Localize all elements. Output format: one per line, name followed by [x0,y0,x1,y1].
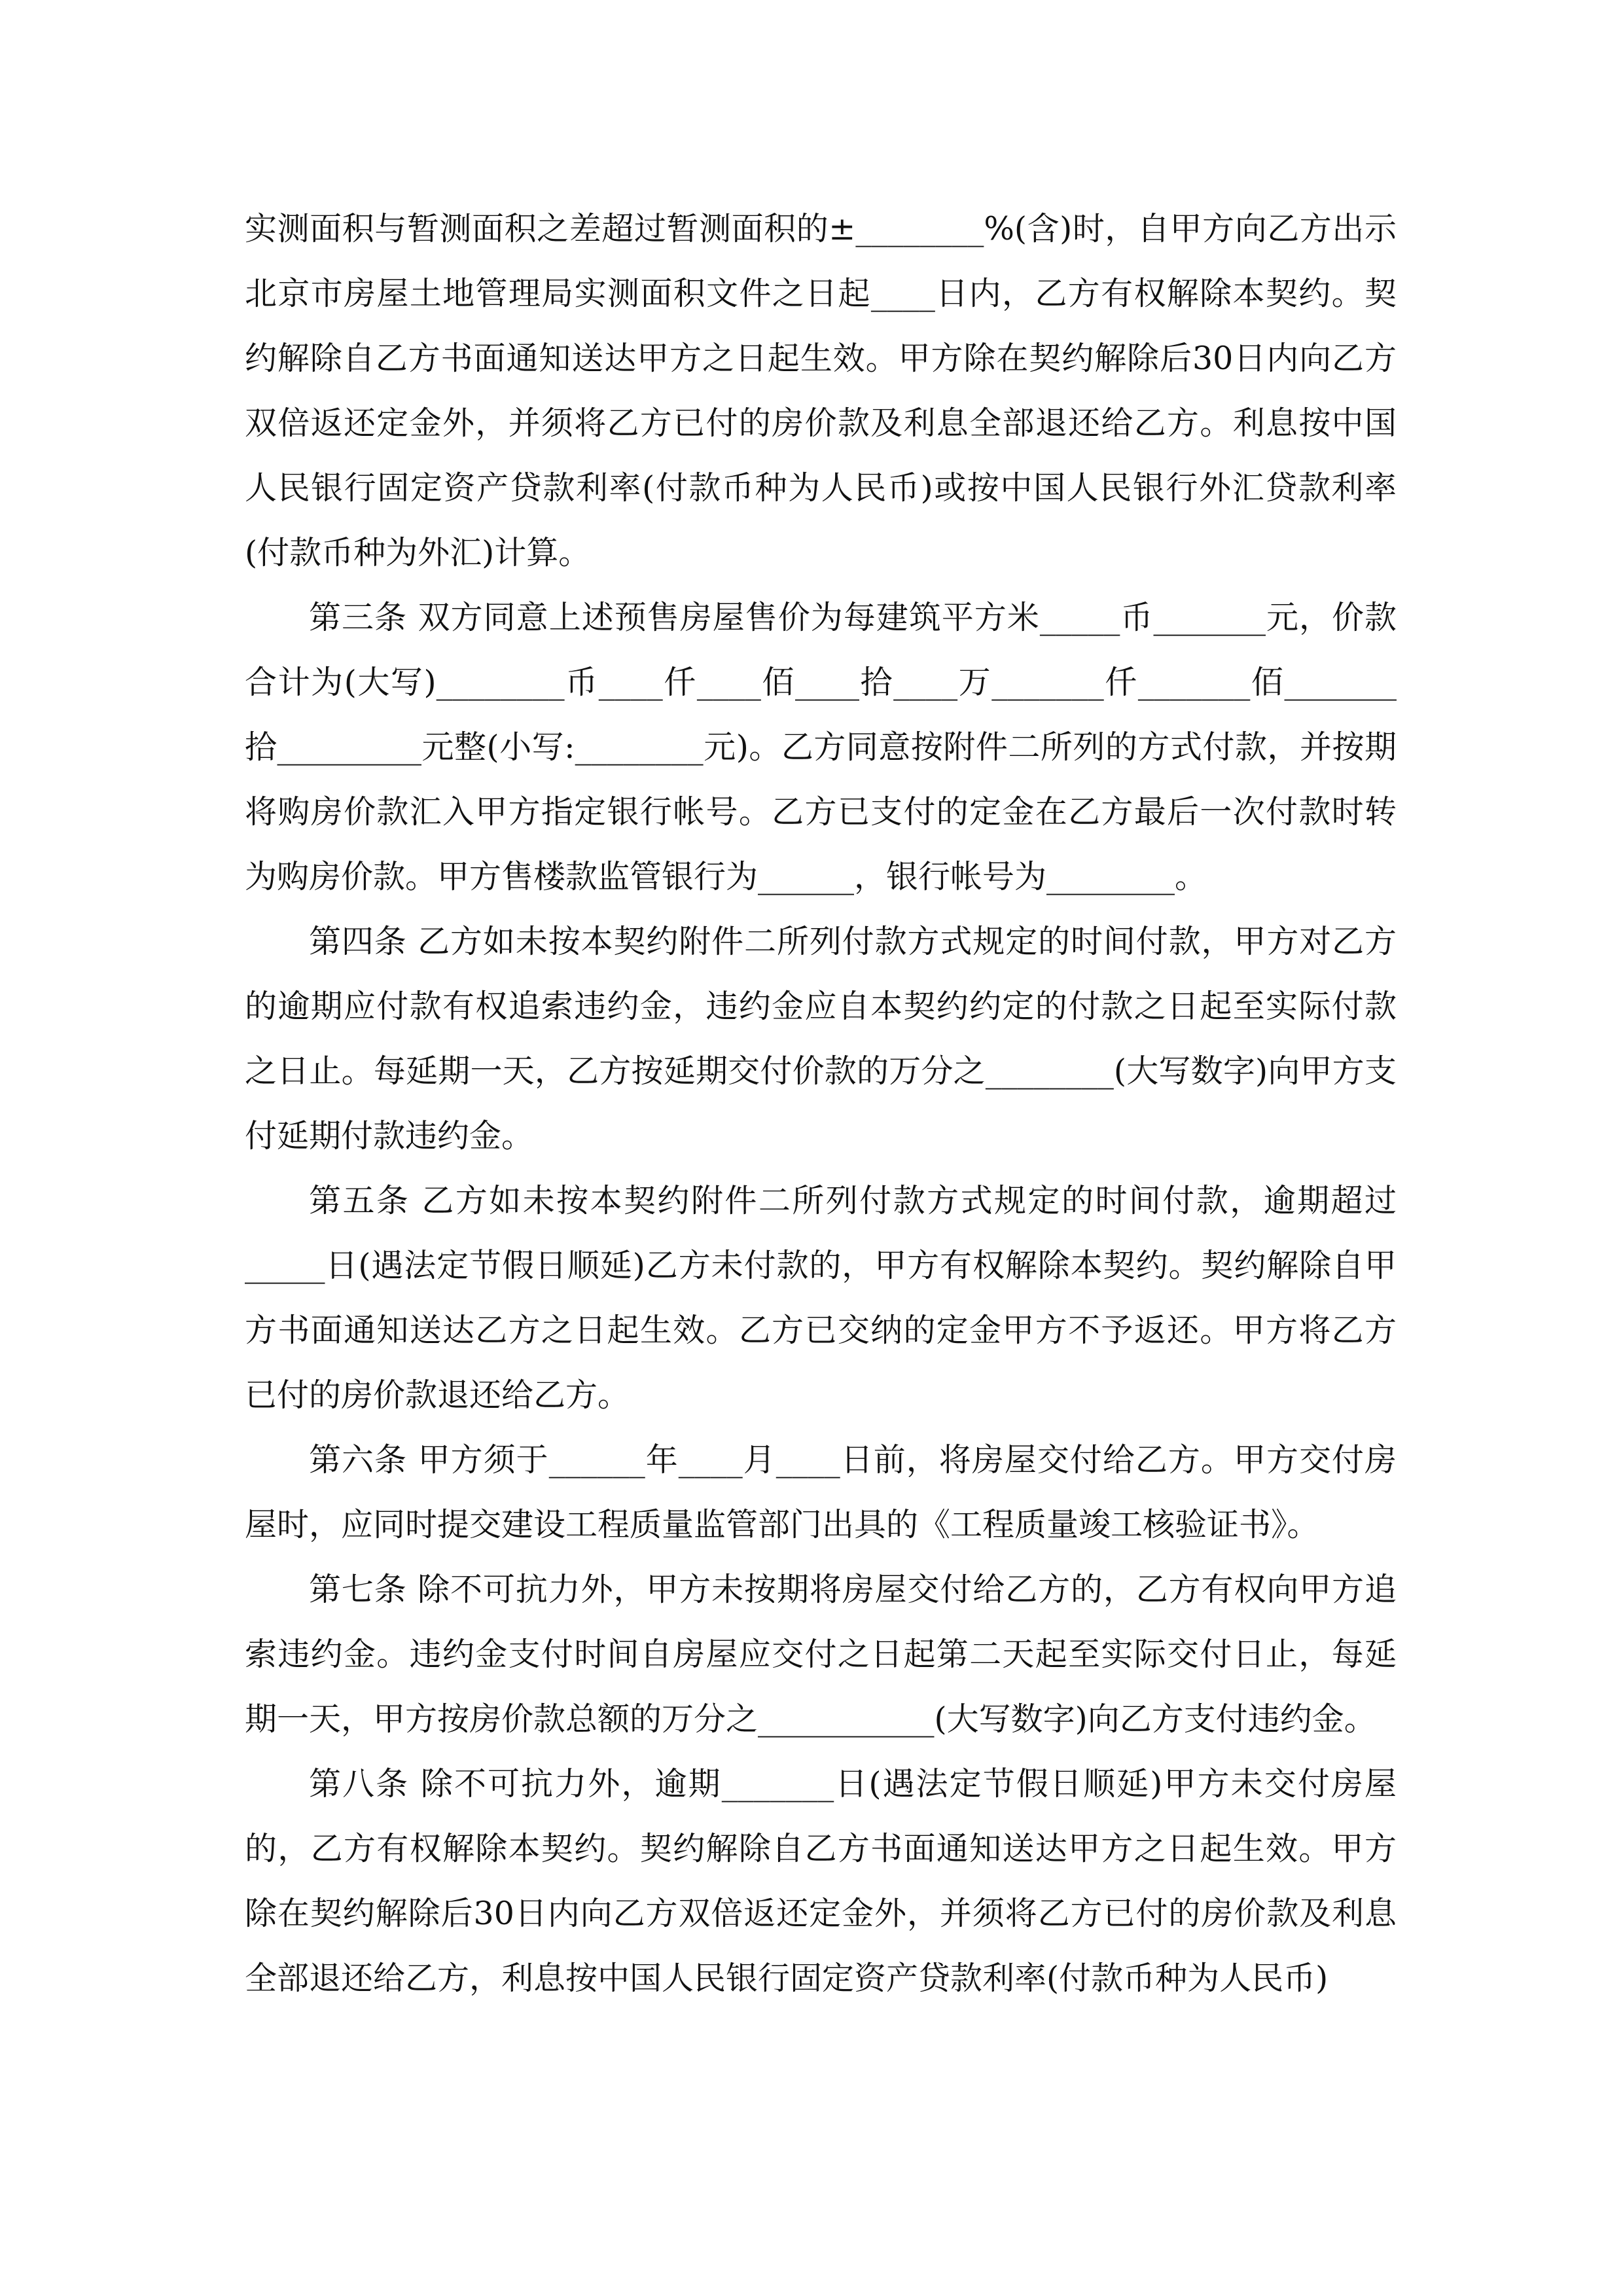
document-body [245,196,1397,2011]
paragraph-article-6: 第六条 甲方须于______年____月____日前，将房屋交付给乙方。甲方交付房屋时，应同时提交建设工程质量监管部门出具的《工程质量竣工核验证书》。 [245,1441,1397,1543]
paragraph-article-3: 第三条 双方同意上述预售房屋售价为每建筑平方米_____币_______元，价款合计为(大写)________币____仟____佰____拾____万_______仟_______佰_______拾_________元整(小写:________元)。乙方同意按附件二所列的方式付款，并按期将购房价款汇入甲方指定银行帐号。乙方已支付的定金在乙方最后一次付款时转为购房价款。甲方售楼款监管银行为______，银行帐号为________。 [245,599,1397,895]
paragraph-article-4: 第四条 乙方如未按本契约附件二所列付款方式规定的时间付款，甲方对乙方的逾期应付款有权追索违约金，违约金应自本契约约定的付款之日起至实际付款之日止。每延期一天，乙方按延期交付价款的万分之________(大写数字)向甲方支付延期付款违约金。 [245,923,1397,1155]
paragraph-article-5: 第五条 乙方如未按本契约附件二所列付款方式规定的时间付款，逾期超过_____日(遇法定节假日顺延)乙方未付款的，甲方有权解除本契约。契约解除自甲方书面通知送达乙方之日起生效。乙方已交纳的定金甲方不予返还。甲方将乙方已付的房价款退还给乙方。 [245,1182,1397,1414]
paragraph-continuation: 实测面积与暂测面积之差超过暂测面积的±________%(含)时，自甲方向乙方出示北京市房屋土地管理局实测面积文件之日起____日内，乙方有权解除本契约。契约解除自乙方书面通知送达甲方之日起生效。甲方除在契约解除后30日内向乙方双倍返还定金外，并须将乙方已付的房价款及利息全部退还给乙方。利息按中国人民银行固定资产贷款利率(付款币种为人民币)或按中国人民银行外汇贷款利率(付款币种为外汇)计算。 [245,210,1397,571]
paragraph-article-8: 第八条 除不可抗力外，逾期_______日(遇法定节假日顺延)甲方未交付房屋的，乙方有权解除本契约。契约解除自乙方书面通知送达甲方之日起生效。甲方除在契约解除后30日内向乙方双倍返还定金外，并须将乙方已付的房价款及利息全部退还给乙方，利息按中国人民银行固定资产贷款利率(付款币种为人民币) [245,1765,1397,1997]
paragraph-article-7: 第七条 除不可抗力外，甲方未按期将房屋交付给乙方的，乙方有权向甲方追索违约金。违约金支付时间自房屋应交付之日起第二天起至实际交付日止，每延期一天，甲方按房价款总额的万分之___________(大写数字)向乙方支付违约金。 [245,1571,1397,1738]
